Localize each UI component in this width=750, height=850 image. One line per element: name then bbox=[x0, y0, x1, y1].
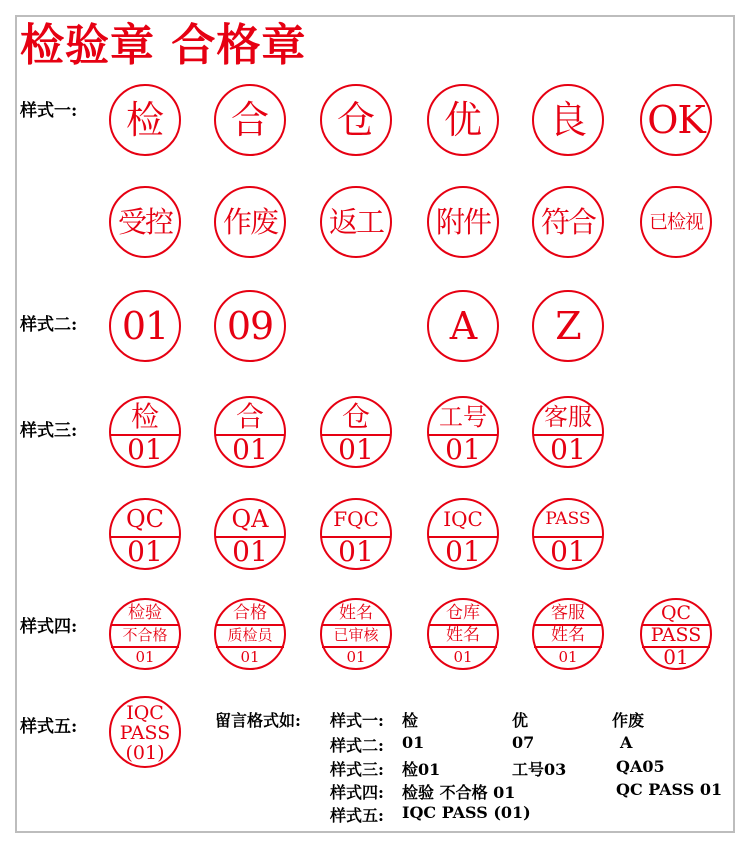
stamp-style1-5 bbox=[640, 84, 712, 156]
stamp-text: OK bbox=[647, 98, 705, 142]
stamp-bottom-text: 01 bbox=[338, 433, 374, 466]
note-example-c: 作废 bbox=[612, 711, 645, 730]
stamp-style4-1 bbox=[214, 598, 286, 670]
stamp-bottom-text: 01 bbox=[338, 535, 374, 568]
stamp-style1-6 bbox=[109, 186, 181, 258]
stamp-text: 良 bbox=[548, 98, 587, 142]
stamp-bottom-text: 01 bbox=[663, 645, 689, 669]
stamp-top-text: 仓库 bbox=[446, 603, 480, 623]
stamp-text: 合 bbox=[230, 98, 269, 142]
stamp-style1-10 bbox=[532, 186, 604, 258]
stamp-bottom-text: 01 bbox=[445, 433, 481, 466]
stamp-top-text: 工号 bbox=[439, 403, 487, 431]
page-title: 检验章 合格章 bbox=[20, 20, 307, 71]
stamp-bottom-text: 01 bbox=[240, 648, 260, 666]
note-style-label: 样式二: bbox=[330, 736, 384, 755]
stamp-text: 受控 bbox=[117, 204, 172, 239]
stamp-top-text: 客服 bbox=[544, 403, 592, 431]
stamp-style3-9 bbox=[532, 498, 604, 570]
stamp-text: 09 bbox=[226, 304, 274, 348]
stamp-style3-5 bbox=[109, 498, 181, 570]
stamp-style1-8 bbox=[320, 186, 392, 258]
row-label-style1: 样式一: bbox=[20, 101, 78, 121]
note-style-label: 样式一: bbox=[330, 711, 384, 730]
stamp-top-text: 姓名 bbox=[339, 603, 373, 623]
stamp-style1-9 bbox=[427, 186, 499, 258]
stamp-style3-4 bbox=[532, 396, 604, 468]
stamp-middle-text: PASS bbox=[650, 624, 702, 646]
stamp-bottom-text: 01 bbox=[127, 535, 163, 568]
stamp-text: 优 bbox=[443, 98, 482, 142]
note-example-a: IQC PASS (01) bbox=[402, 803, 531, 822]
stamp-style4-4 bbox=[532, 598, 604, 670]
stamp-middle-text: 不合格 bbox=[122, 626, 168, 644]
stamp-style1-7 bbox=[214, 186, 286, 258]
note-example-a: 检01 bbox=[402, 760, 441, 779]
row-label-style5: 样式五: bbox=[20, 717, 78, 737]
stamp-style3-6 bbox=[214, 498, 286, 570]
stamp-style3-2 bbox=[320, 396, 392, 468]
note-style-label: 样式三: bbox=[330, 760, 384, 779]
note-example-c: A bbox=[620, 733, 633, 752]
note-style-label: 样式四: bbox=[330, 783, 384, 802]
note-example-a: 检验 不合格 01 bbox=[402, 783, 516, 802]
stamp-style1-1 bbox=[214, 84, 286, 156]
stamp-top-text: 检 bbox=[130, 400, 159, 433]
stamp-style3-7 bbox=[320, 498, 392, 570]
stamp-middle-text: 姓名 bbox=[446, 625, 480, 645]
notes-label: 留言格式如: bbox=[215, 711, 301, 730]
stamp-top-text: 合格 bbox=[233, 603, 267, 623]
note-example-a: 检 bbox=[402, 711, 419, 730]
stamp-line3-text: (01) bbox=[125, 742, 165, 764]
stamp-top-text: 合 bbox=[235, 400, 264, 433]
stamp-text: 已检视 bbox=[648, 210, 703, 233]
stamp-text: 附件 bbox=[435, 204, 490, 239]
stamp-style1-3 bbox=[427, 84, 499, 156]
note-example-c: QA05 bbox=[616, 757, 665, 776]
note-example-b: 工号03 bbox=[512, 760, 567, 779]
stamp-style2-0 bbox=[109, 290, 181, 362]
stamp-bottom-text: 01 bbox=[346, 648, 366, 666]
note-style-label: 样式五: bbox=[330, 806, 384, 825]
stamp-text: A bbox=[449, 304, 477, 348]
stamp-style1-11 bbox=[640, 186, 712, 258]
stamp-text: 返工 bbox=[328, 204, 383, 239]
stamp-style4-2 bbox=[320, 598, 392, 670]
stamp-bottom-text: 01 bbox=[550, 433, 586, 466]
row-label-style3: 样式三: bbox=[20, 421, 78, 441]
stamp-bottom-text: 01 bbox=[135, 648, 155, 666]
stamp-style4-3 bbox=[427, 598, 499, 670]
stamp-style4-5 bbox=[640, 598, 712, 670]
stamp-text: 检 bbox=[125, 98, 164, 142]
stamp-bottom-text: 01 bbox=[550, 535, 586, 568]
stamp-top-text: QA bbox=[231, 505, 269, 533]
stamp-text: 符合 bbox=[540, 204, 595, 239]
note-example-b: 07 bbox=[512, 733, 535, 752]
stamp-style1-4 bbox=[532, 84, 604, 156]
stamp-style2-1 bbox=[214, 290, 286, 362]
stamp-top-text: QC bbox=[125, 505, 165, 533]
note-example-c: QC PASS 01 bbox=[616, 780, 723, 799]
stamp-style1-0 bbox=[109, 84, 181, 156]
stamp-text: Z bbox=[555, 304, 581, 348]
stamp-bottom-text: 01 bbox=[453, 648, 473, 666]
stamp-style2-3 bbox=[532, 290, 604, 362]
stamp-style3-3 bbox=[427, 396, 499, 468]
stamp-top-text: 客服 bbox=[551, 603, 585, 623]
note-example-a: 01 bbox=[402, 733, 425, 752]
stamp-text: 01 bbox=[121, 304, 169, 348]
row-label-style2: 样式二: bbox=[20, 315, 78, 335]
stamp-bottom-text: 01 bbox=[232, 535, 268, 568]
stamp-middle-text: 已审核 bbox=[333, 626, 379, 644]
stamp-style3-8 bbox=[427, 498, 499, 570]
stamp-style5 bbox=[109, 696, 181, 768]
stamp-top-text: 检验 bbox=[128, 603, 162, 623]
stamp-line2-text: PASS bbox=[119, 722, 171, 744]
stamp-style4-0 bbox=[109, 598, 181, 670]
note-example-b: 优 bbox=[512, 711, 529, 730]
stamp-top-text: 仓 bbox=[341, 400, 370, 433]
stamp-top-text: IQC bbox=[443, 507, 483, 531]
stamp-line1-text: IQC bbox=[126, 702, 164, 724]
stamp-middle-text: 质检员 bbox=[227, 626, 273, 644]
row-label-style4: 样式四: bbox=[20, 617, 78, 637]
stamp-top-text: QC bbox=[660, 602, 692, 624]
stamp-bottom-text: 01 bbox=[127, 433, 163, 466]
stamp-style3-0 bbox=[109, 396, 181, 468]
stamp-text: 仓 bbox=[336, 98, 375, 142]
stamp-style1-2 bbox=[320, 84, 392, 156]
stamp-top-text: PASS bbox=[545, 509, 591, 529]
stamp-bottom-text: 01 bbox=[558, 648, 578, 666]
stamp-bottom-text: 01 bbox=[445, 535, 481, 568]
stamp-top-text: FQC bbox=[333, 507, 379, 531]
stamp-style3-1 bbox=[214, 396, 286, 468]
stamp-bottom-text: 01 bbox=[232, 433, 268, 466]
stamp-middle-text: 姓名 bbox=[551, 625, 585, 645]
stamp-style2-2 bbox=[427, 290, 499, 362]
stamp-text: 作废 bbox=[222, 204, 277, 239]
